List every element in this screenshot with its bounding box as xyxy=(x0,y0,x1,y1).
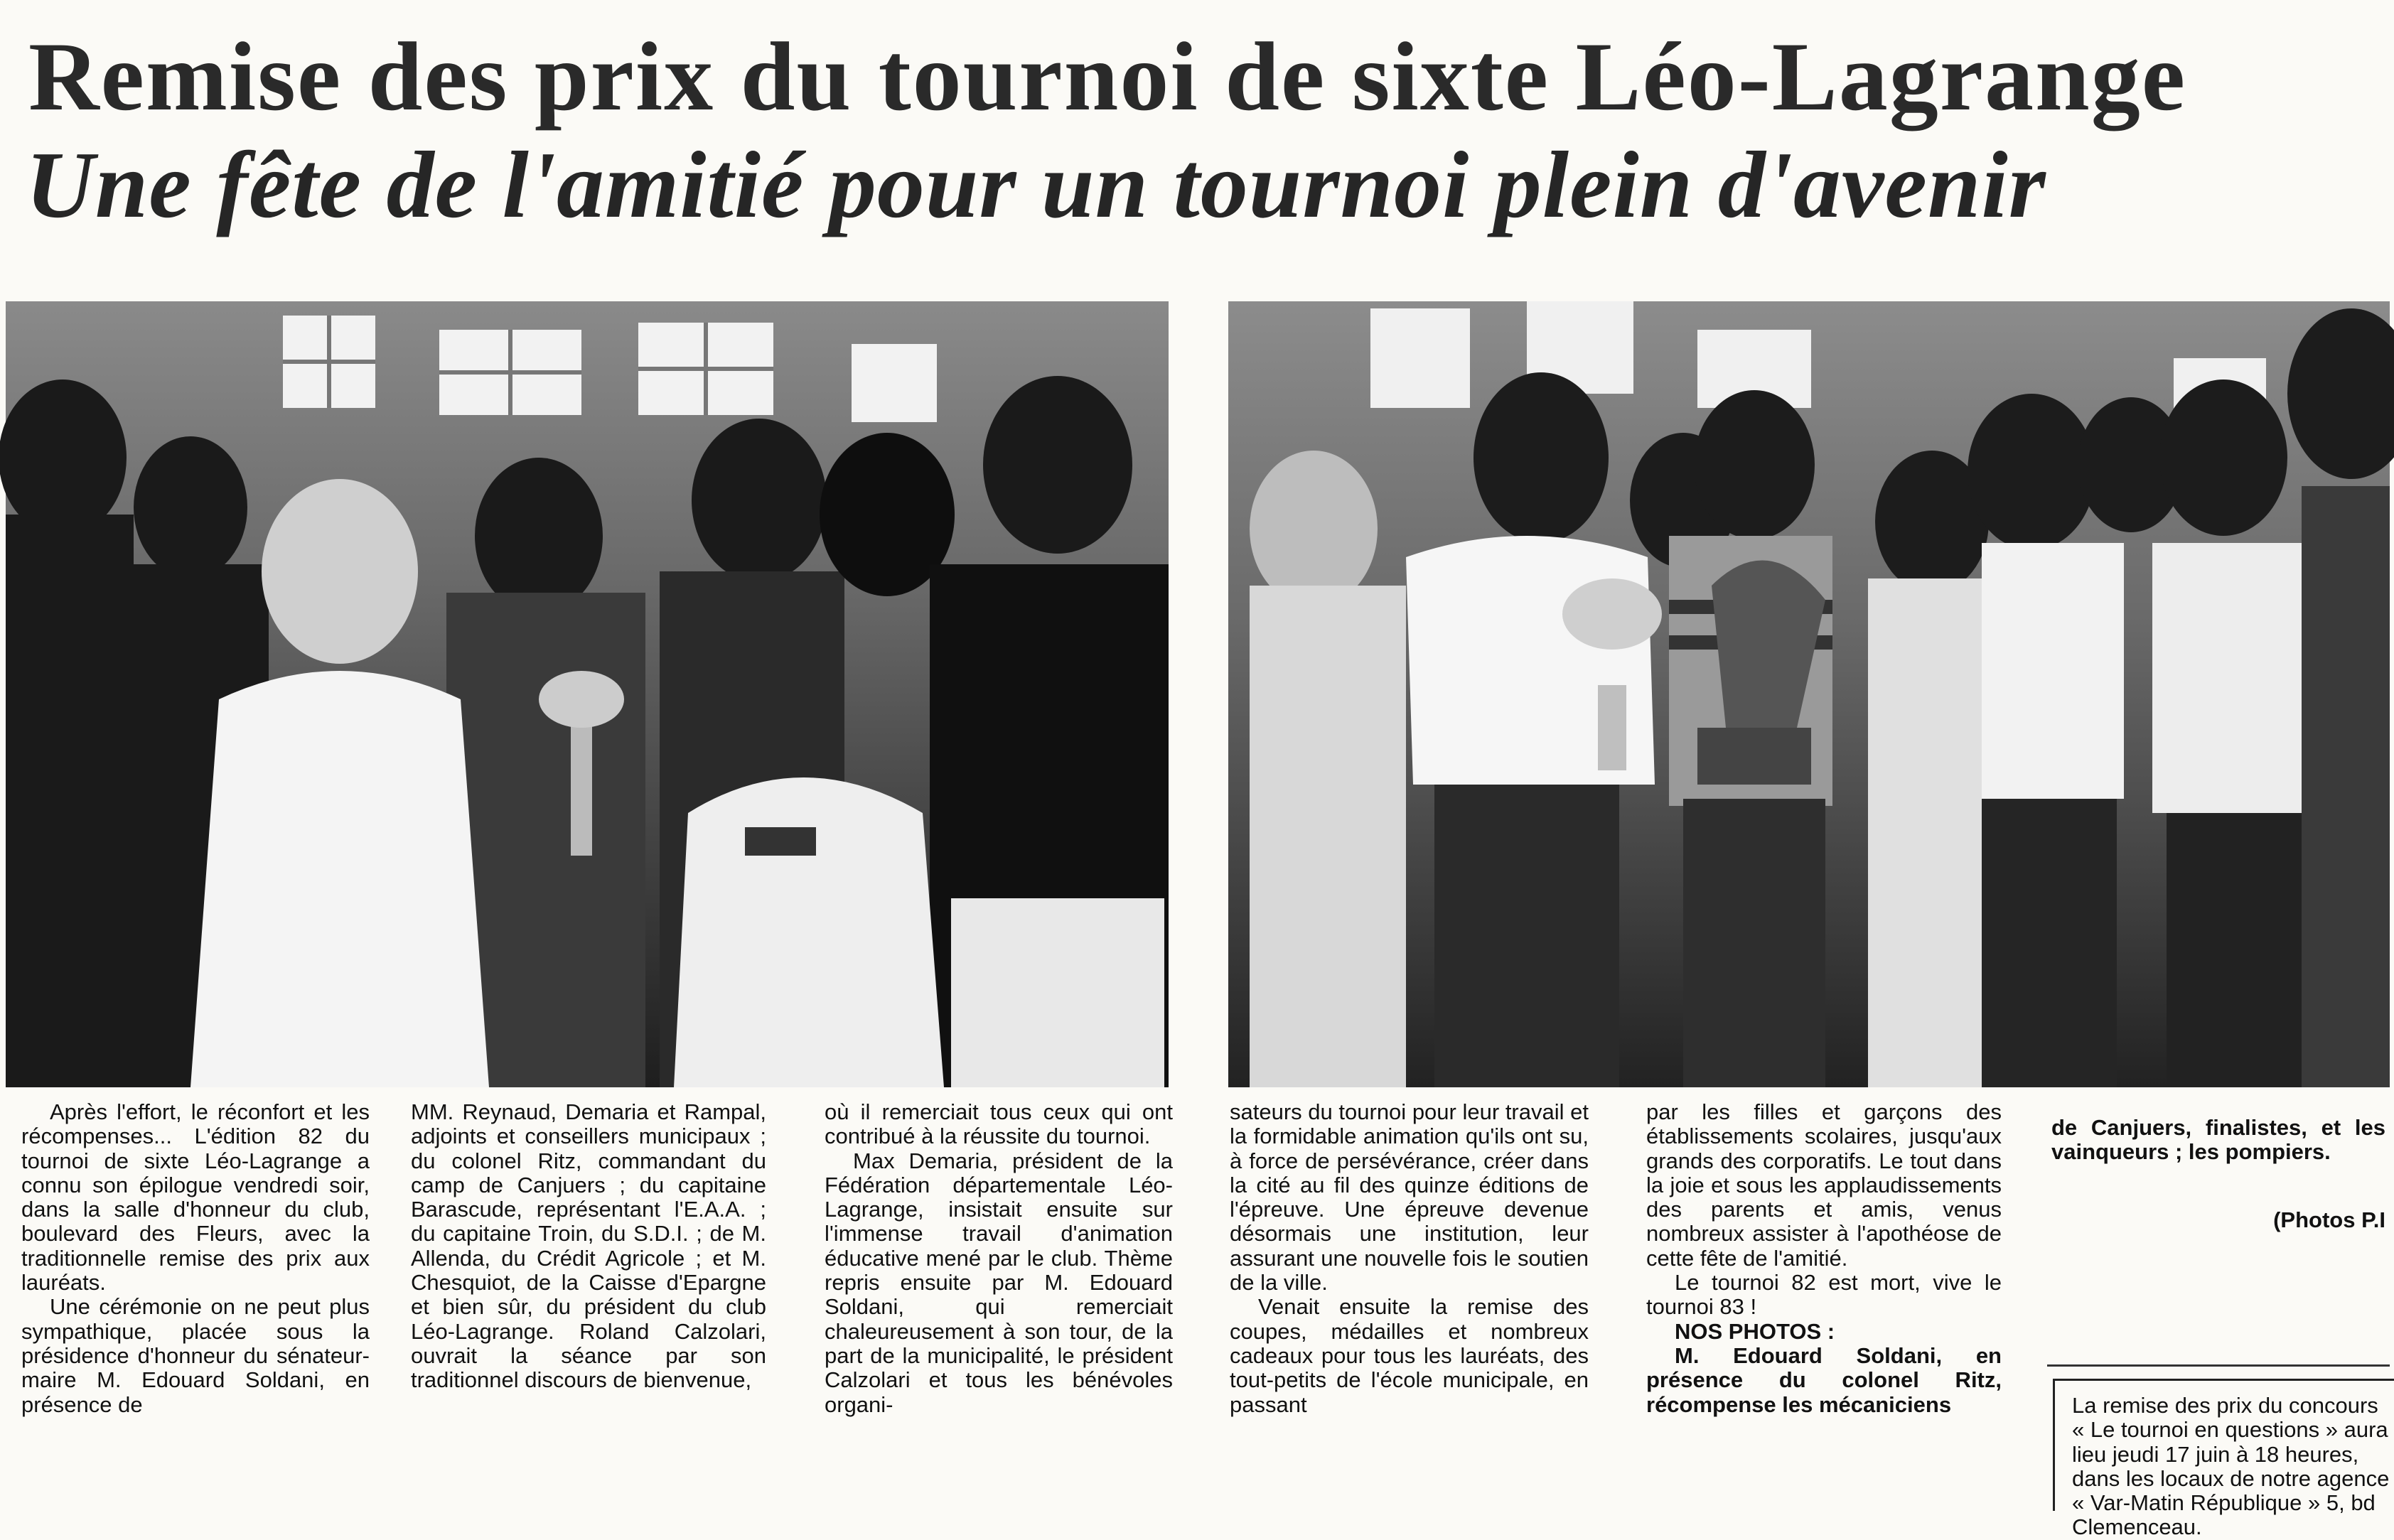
photo-right xyxy=(1228,301,2390,1087)
column-6 xyxy=(2051,1116,2385,1208)
paragraph: MM. Reynaud, Demaria et Rampal, adjoints et conseillers municipaux ; du colonel Ritz, commandant du camp de Canjuers ; du capitaine Barascude, représentant l'E.A.A. ; du capitaine Troin, du S.D.I. ; de M. Allenda, du Crédit Agricole ; et M. Chesquiot, de la Caisse d'Epargne et bien sûr, du président du club Léo-Lagrange. Roland Calzolari, ouvrait la séance par son traditionnel discours de bienvenue, xyxy=(411,1099,766,1393)
notice-box xyxy=(2053,1379,2394,1540)
notice-rule xyxy=(2047,1364,2390,1367)
photos-caption-continued: de Canjuers, finalistes, et les vainqueurs ; les pompiers. xyxy=(2051,1115,2385,1165)
paragraph: Après l'effort, le réconfort et les récompenses... L'édition 82 du tournoi de sixte Léo-Lagrange a connu son épilogue vendredi soir, dans la salle d'honneur du club, boulevard des Fleurs, avec la traditionnelle remise des prix aux lauréats. xyxy=(21,1099,370,1296)
photos-heading: NOS PHOTOS : xyxy=(1675,1318,1835,1344)
paragraph: Une cérémonie on ne peut plus sympathique, placée sous la présidence d'honneur du sénateur-maire M. Edouard Soldani, en présence de xyxy=(21,1294,370,1417)
paragraph: où il remerciait tous ceux qui ont contribué à la réussite du tournoi. xyxy=(825,1099,1173,1149)
paragraph: par les filles et garçons des établissements scolaires, jusqu'aux grands des corporatifs. Le tout dans la joie et sous les applaudissements des parents et amis, venus nombreux assister à l'apothéose de cette fête de l'amitié. xyxy=(1646,1099,2002,1271)
column-4 xyxy=(1230,1100,1589,1498)
notice-text: La remise des prix du concours « Le tournoi en questions » aura lieu jeudi 17 juin à 18 heures, dans les locaux de notre agence « Var-Matin République » 5, bd Clemenceau. xyxy=(2072,1393,2390,1540)
headline-subtitle: Une fête de l'amitié pour un tournoi plein d'avenir xyxy=(26,132,2046,237)
paragraph: Max Demaria, président de la Fédération départementale Léo-Lagrange, insistait ensuite sur l'immense travail d'animation éducative mené par le club. Thème repris ensuite par M. Edouard Soldani, qui remerciait chaleureusement à son tour, de la part de la municipalité, le président Calzolari et tous les bénévoles organi- xyxy=(825,1148,1173,1417)
headline-title: Remise des prix du tournoi de sixte Léo-Lagrange xyxy=(28,22,2187,131)
photos-caption: M. Edouard Soldani, en présence du colonel Ritz, récompense les mécaniciens xyxy=(1646,1342,2002,1417)
photo-left xyxy=(6,301,1169,1087)
paragraph: Le tournoi 82 est mort, vive le tournoi 83 ! xyxy=(1646,1270,2002,1320)
photo-credit: (Photos P.I xyxy=(2273,1207,2385,1232)
paragraph: sateurs du tournoi pour leur travail et la formidable animation qu'ils ont su, à force de persévérance, créer dans la cité au fil des quinze éditions de l'épreuve. Une épreuve devenue désormais une institution, leur assurant une nouvelle fois le soutien de la ville. xyxy=(1230,1099,1589,1296)
paragraph: Venait ensuite la remise des coupes, médailles et nombreux cadeaux pour tous les lauréats, des tout-petits de l'école municipale, en passant xyxy=(1230,1294,1589,1417)
column-3 xyxy=(825,1100,1173,1498)
column-5 xyxy=(1646,1100,2002,1498)
column-1 xyxy=(21,1100,370,1498)
column-2 xyxy=(411,1100,766,1498)
